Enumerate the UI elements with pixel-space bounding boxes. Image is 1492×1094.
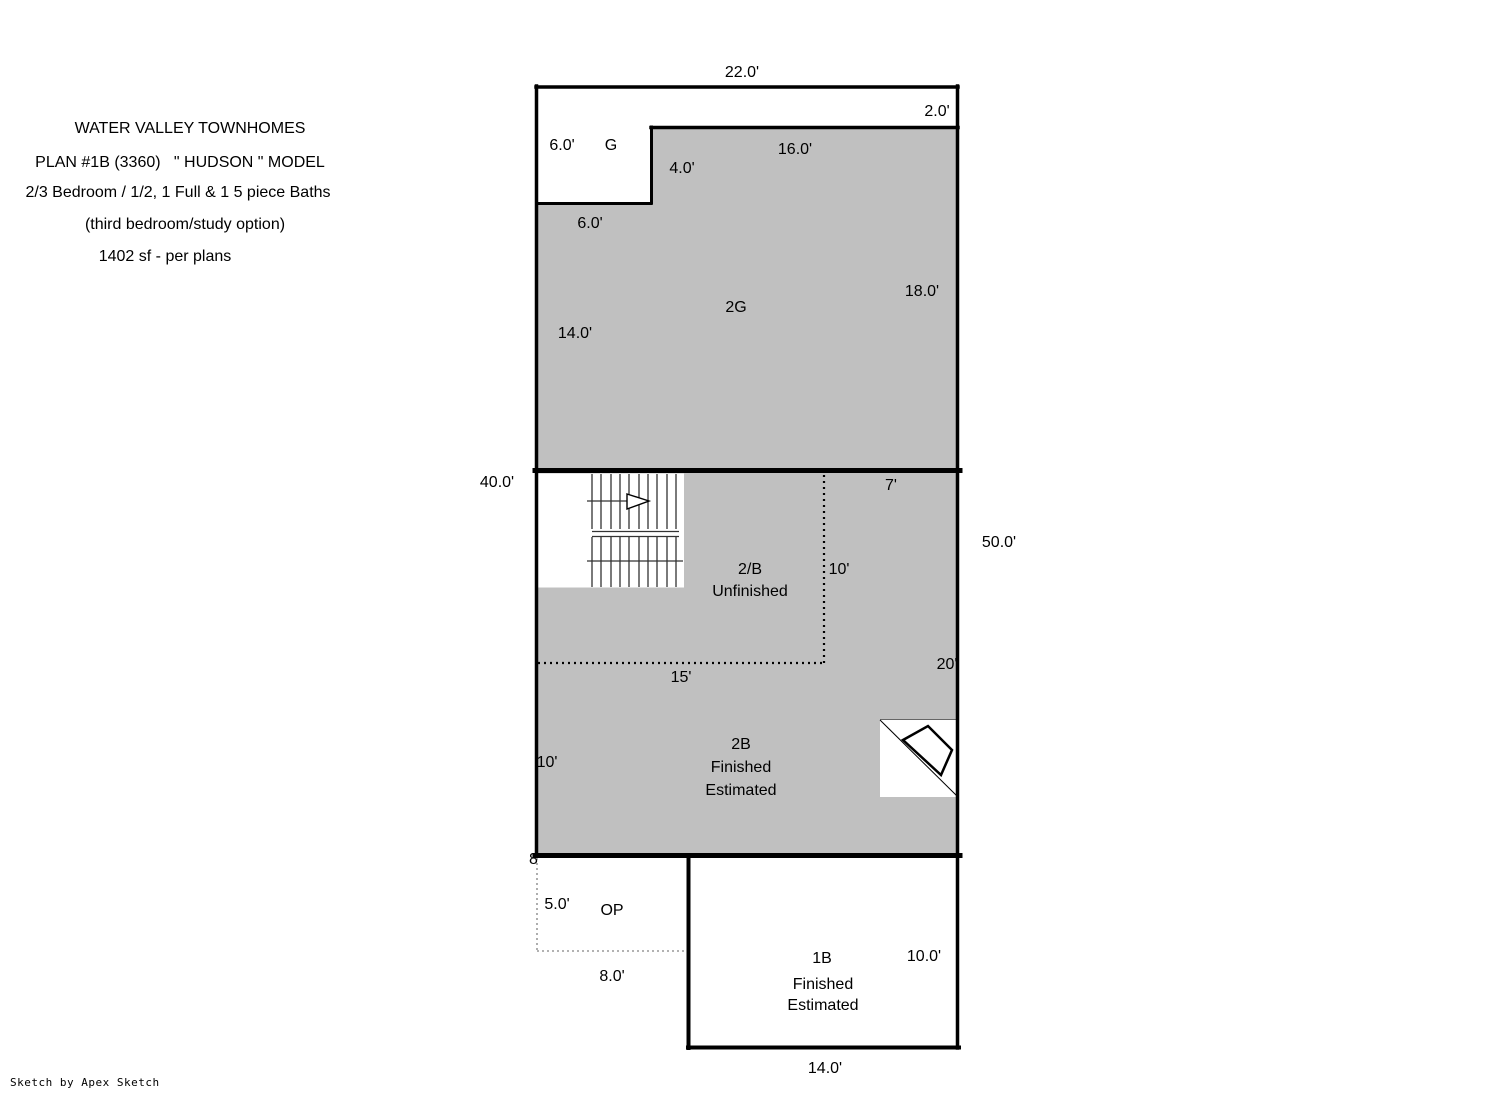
room-status2-2b-finished: Estimated [705,782,777,799]
title-line-1: WATER VALLEY TOWNHOMES [74,120,306,137]
dim-left-total-depth: 40.0' [479,474,515,491]
room-label-2g: 2G [725,299,747,316]
dim-first-floor-right-depth: 10.0' [906,948,942,965]
dim-top-right-depth: 2.0' [924,103,950,120]
dim-porch-depth: 5.0' [544,896,570,913]
sketch-credit: Sketch by Apex Sketch [10,1076,160,1089]
title-line-2: PLAN #1B (3360) " HUDSON " MODEL [35,154,325,171]
dim-porch-corner: 8' [529,851,541,868]
dim-finished-left-depth: 10' [536,754,558,771]
staircase [538,474,684,588]
dim-garage-bay-width: 6.0' [549,137,575,154]
room-label-1b: 1B [812,950,832,967]
room-status-2b-finished: Finished [710,759,772,776]
room-status-2b-unfinished: Unfinished [712,583,788,600]
dim-garage-step-depth: 4.0' [669,160,695,177]
dim-porch-width: 8.0' [599,968,625,985]
title-block [25,120,330,265]
dim-left-depth-2g: 14.0' [557,325,593,342]
dim-stair-top-width: 7' [885,477,897,494]
dim-right-lower-depth: 20' [936,656,958,673]
dim-first-floor-bottom-width: 14.0' [807,1060,843,1077]
corner-feature [880,719,958,797]
area-2g-fill [537,127,958,470]
room-status-1b: Finished [792,976,854,993]
title-line-5: 1402 sf - per plans [98,248,232,265]
title-line-3: 2/3 Bedroom / 1/2, 1 Full & 1 5 piece Baths [25,184,331,201]
room-status2-1b: Estimated [787,997,859,1014]
dim-garage-top-width: 16.0' [777,141,813,158]
title-line-4: (third bedroom/study option) [84,216,286,233]
dim-right-total-depth: 50.0' [981,534,1017,551]
room-label-open-porch: OP [600,902,624,919]
dim-unfinished-depth: 10' [828,561,850,578]
dim-unfinished-width: 15' [670,669,692,686]
room-label-2b-finished: 2B [731,736,751,753]
dim-top-width: 22.0' [724,64,760,81]
room-label-garage-bay: G [604,137,618,154]
room-label-2b-unfinished: 2/B [737,561,763,578]
dim-garage-inner-width: 6.0' [577,215,603,232]
dim-right-depth-2g: 18.0' [904,283,940,300]
